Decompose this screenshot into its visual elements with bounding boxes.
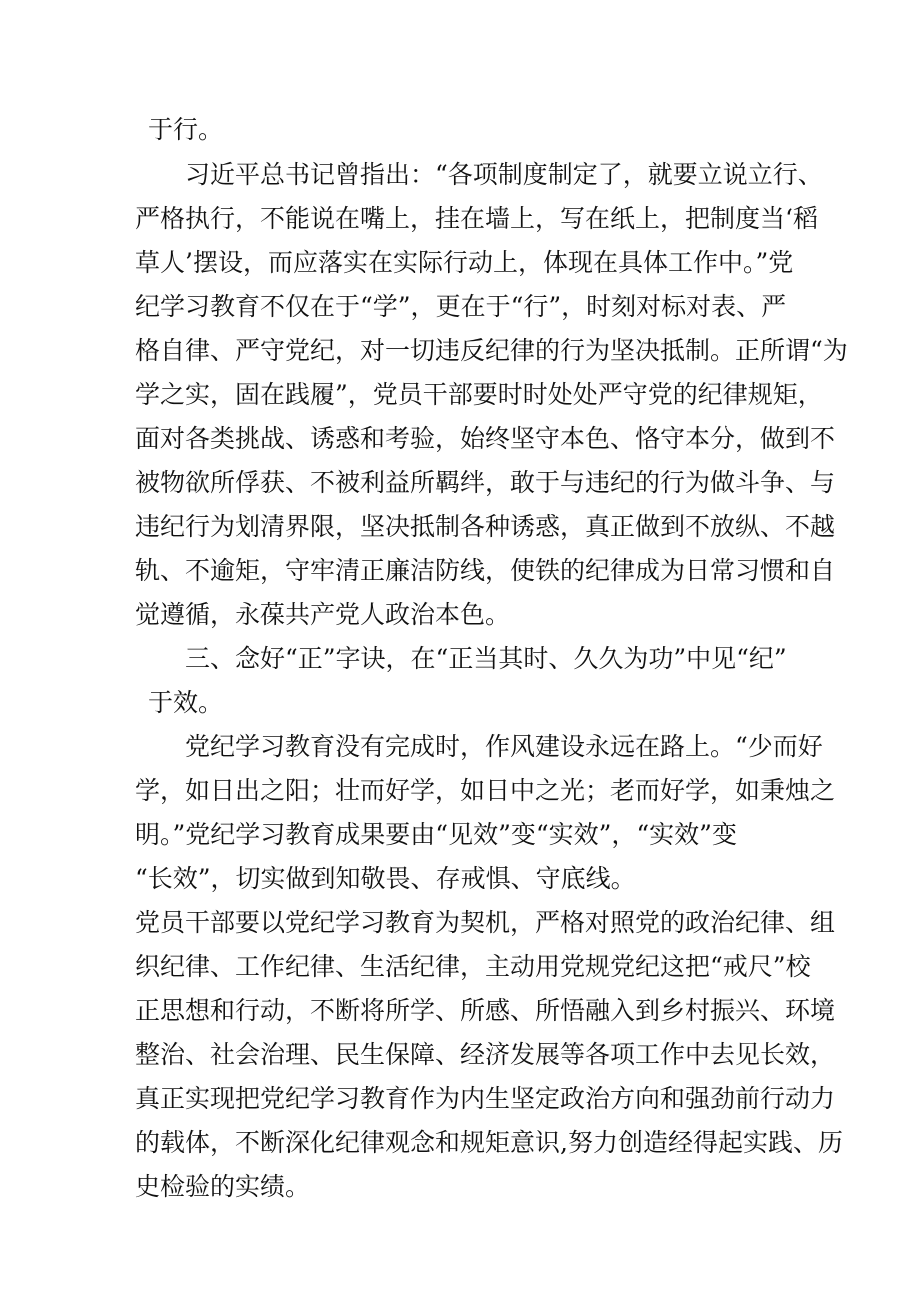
text-line: 被物欲所俘获、不被利益所羁绊，敢于与违纪的行为做斗争、与 — [135, 468, 836, 497]
text-line: 严格执行，不能说在嘴上，挂在墙上，写在纸上，把制度当‘稻 — [135, 204, 818, 233]
text-line: 正思想和行动，不断将所学、所感、所悟融入到乡村振兴、环境 — [135, 996, 836, 1025]
text-line: 党员干部要以党纪学习教育为契机，严格对照党的政治纪律、组 — [135, 908, 836, 937]
text-line: 轨、不逾矩，守牢清正廉洁防线，使铁的纪律成为日常习惯和自 — [135, 556, 836, 585]
text-line: 草人’摆设，而应落实在实际行动上，体现在具体工作中。”党 — [135, 248, 794, 277]
text-line: “长效”，切实做到知敬畏、存戒惧、守底线。 — [135, 864, 636, 893]
text-line: 格自律、严守党纪，对一切违反纪律的行为坚决抵制。正所谓“为 — [135, 336, 848, 365]
text-line: 明。”党纪学习教育成果要由“见效”变“实效”，“实效”变 — [135, 820, 737, 849]
text-line: 学，如日出之阳；壮而好学，如日中之光；老而好学，如秉烛之 — [135, 776, 836, 805]
text-line: 党纪学习教育没有完成时，作风建设永远在路上。“少而好 — [185, 732, 823, 761]
text-line: 违纪行为划清界限，坚决抵制各种诱惑，真正做到不放纵、不越 — [135, 512, 836, 541]
text-line: 整治、社会治理、民生保障、经济发展等各项工作中去见长效， — [135, 1040, 836, 1069]
text-line: 织纪律、工作纪律、生活纪律，主动用党规党纪这把“戒尺”校 — [135, 952, 811, 981]
text-line: 学之实，固在践履”，党员干部要时时处处严守党的纪律规矩， — [135, 380, 823, 409]
section-heading: 三、念好“正”字诀，在“正当其时、久久为功”中见“纪” — [185, 644, 787, 673]
text-line: 习近平总书记曾指出：“各项制度制定了，就要立说立行、 — [185, 160, 823, 189]
text-line: 面对各类挑战、诱惑和考验，始终坚守本色、恪守本分，做到不 — [135, 424, 836, 453]
text-line: 纪学习教育不仅在于“学”，更在于“行”，时刻对标对表、严 — [135, 292, 787, 321]
text-line: 于行。 — [148, 115, 224, 144]
text-line: 的载体，不断深化纪律观念和规矩意识,努力创造经得起实践、历 — [135, 1128, 843, 1157]
text-line: 史检验的实绩。 — [135, 1172, 311, 1201]
text-line: 真正实现把党纪学习教育作为内生坚定政治方向和强劲前行动力 — [135, 1084, 836, 1113]
text-line: 觉遵循，永葆共产党人政治本色。 — [135, 600, 511, 629]
section-heading: 于效。 — [148, 688, 224, 717]
